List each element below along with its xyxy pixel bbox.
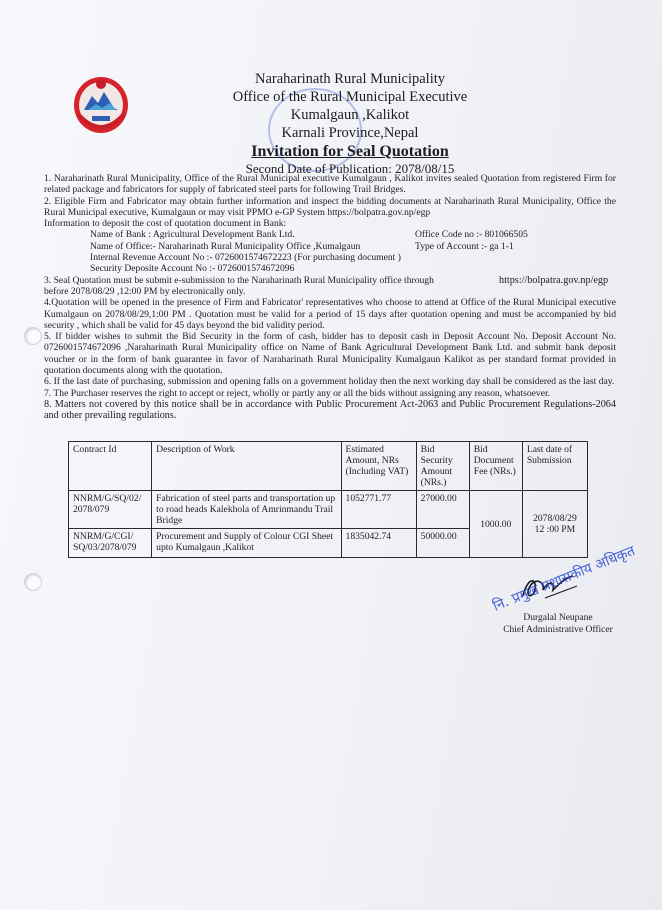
table-row xyxy=(69,491,588,529)
office-name: Office of the Rural Municipal Executive xyxy=(232,89,468,105)
bank-info-heading: Information to deposit the cost of quotation document in Bank: xyxy=(44,218,287,230)
work-description: Procurement and Supply of Colour CGI Sheet upto Kumalgaun ,Kalikot xyxy=(152,529,341,558)
municipality-name: Naraharinath Rural Municipality xyxy=(254,71,446,87)
bid-security: 50000.00 xyxy=(416,529,469,558)
last-date-cell xyxy=(522,491,587,558)
contract-id: NNRM/G/SQ/02/ 2078/079 xyxy=(69,491,152,529)
signatory-designation: Chief Administrative Officer xyxy=(503,625,613,635)
column-header: Last date of Submission xyxy=(522,442,587,491)
contract-id: NNRM/G/CGI/ SQ/03/2078/079 xyxy=(69,529,152,558)
clause-1: 1. Naraharinath Rural Municipality, Office of the Rural Municipal executive Kumalgaun , Kalikot invites sealed Quotation from registered Firm for related package and fabricators for supply of fabricated steel parts for following Trail Bridges. xyxy=(44,173,616,196)
column-header: Bid Document Fee (NRs.) xyxy=(469,442,522,491)
clause-7: 7. The Purchaser reserves the right to accept or reject, wholly or partly any or all the bids without assigning any reason, whatsoever. xyxy=(44,387,551,399)
column-header: Contract Id xyxy=(69,442,152,491)
municipality-emblem-icon xyxy=(70,70,132,136)
bid-security: 27000.00 xyxy=(416,491,469,529)
clause-2: 2. Eligible Firm and Fabricator may obtain further information and inspect the bidding documents at Naraharinath Rural Municipality, Office the Rural Municipal executive, Kumalgaun or may visit PPMO e-GP System https://bolpatra.gov.np/egp xyxy=(44,195,616,218)
signatory-name: Durgalal Neupane xyxy=(523,613,593,623)
clause-6: 6. If the last date of purchasing, submission and opening falls on a government holiday then the next working day shall be considered as the last day. xyxy=(44,376,615,388)
office-code: Office Code no :- 801066505 xyxy=(415,229,528,241)
province-name: Karnali Province,Nepal xyxy=(281,125,419,141)
egp-url: https://bolpatra.gov.np/egp xyxy=(499,274,609,286)
clause-3: 3. Seal Quotation must be submit e-submission to the Naraharinath Rural Municipality office through xyxy=(44,274,434,286)
revenue-account: Internal Revenue Account No :- 0726001574672223 (For purchasing document ) xyxy=(90,252,401,264)
office-name-field: Name of Office:- Naraharinath Rural Municipality Office ,Kumalgaun xyxy=(90,240,361,252)
estimated-amount: 1835042.74 xyxy=(341,529,416,558)
last-time: 12 :00 PM xyxy=(534,524,576,535)
publication-date: Second Date of Publication: 2078/08/15 xyxy=(245,161,455,176)
security-account: Security Deposite Account No :- 0726001574672096 xyxy=(90,263,295,275)
punch-hole xyxy=(24,573,42,591)
last-date: 2078/08/29 xyxy=(533,513,577,524)
column-header: Bid Security Amount (NRs.) xyxy=(416,442,469,491)
clause-3-row xyxy=(44,275,616,286)
document-fee: 1000.00 xyxy=(469,491,522,558)
office-row xyxy=(44,241,616,252)
account-type: Type of Account :- ga 1-1 xyxy=(415,240,514,252)
office-location: Kumalgaun ,Kalikot xyxy=(290,107,410,123)
clause-3-deadline: before 2078/08/29 ,12:00 PM by electronically only. xyxy=(44,285,246,297)
quotation-table xyxy=(68,441,588,558)
letterhead xyxy=(150,70,550,177)
bank-name: Name of Bank : Agricultural Development Bank Ltd. xyxy=(90,229,295,241)
clause-5: 5. If bidder wishes to submit the Bid Security in the form of cash, bidder has to deposit cash in Deposit Account No. Deposit Account No. 0726001574672096 ,Naraharinath Rural Municipality office on Name of Bank Agricultural Development Bank Ltd. and submit bank deposit voucher or in the form of bank guarantee in favor of Naraharinath Rural Municipality Kumalgaun Kalikot as per standard format provided in quotation documents along with the quotation. xyxy=(44,331,616,377)
column-header: Description of Work xyxy=(152,442,341,491)
table-header-row xyxy=(69,442,588,491)
notice-title: Invitation for Seal Quotation xyxy=(251,143,449,160)
clause-4: 4.Quotation will be opened in the presence of Firm and Fabricator' representatives who choose to attend at Office of the Rural Municipal executive Kumalgaun on 2078/08/29,1:00 PM . Quotation must be valid for a period of 15 days after quotation opening and must be accompanied by bid security , which shall be valid for 45 days beyond the bid validity period. xyxy=(44,297,616,331)
punch-hole xyxy=(24,327,42,345)
estimated-amount: 1052771.77 xyxy=(341,491,416,529)
bank-row xyxy=(44,229,616,240)
notice-body xyxy=(44,173,616,422)
work-description: Fabrication of steel parts and transportation up to road heads Kalekhola of Amrinmandu Trail Bridge xyxy=(152,491,341,529)
signature-block xyxy=(498,612,618,636)
official-stamp: नि. प्रमुख प्रशासकीय अधिकृत xyxy=(490,543,638,615)
clause-8: 8. Matters not covered by this notice shall be in accordance with Public Procurement Act-2063 and Public Procurement Regulations-2064 and other prevailing regulations. xyxy=(44,398,616,422)
column-header: Estimated Amount, NRs (Including VAT) xyxy=(341,442,416,491)
